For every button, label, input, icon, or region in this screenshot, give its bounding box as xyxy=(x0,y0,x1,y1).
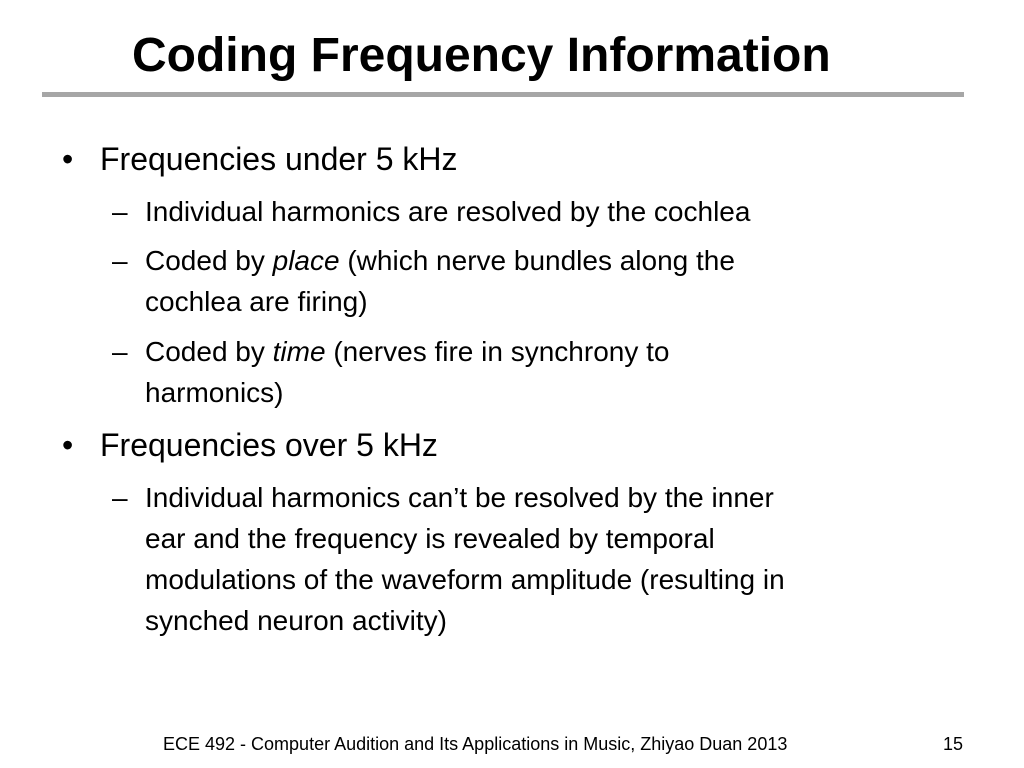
page-number: 15 xyxy=(943,734,964,754)
subitem-1-1 xyxy=(112,191,945,232)
dash-marker: – xyxy=(112,245,128,276)
subitem-emphasis: place xyxy=(272,245,340,276)
subitem-line xyxy=(145,240,945,281)
bullet-text: Frequencies over 5 kHz xyxy=(100,427,438,463)
subitem-text-pre: Coded by xyxy=(145,336,273,367)
dash-marker: – xyxy=(112,336,128,367)
slide-title: Coding Frequency Information xyxy=(132,29,831,82)
subitem-text-continued: harmonics) xyxy=(145,377,284,408)
title-divider xyxy=(42,92,964,97)
subitem-text-continued: cochlea are firing) xyxy=(145,286,368,317)
subitem-text-pre: Coded by xyxy=(145,245,273,276)
bullet-marker: • xyxy=(62,141,74,177)
subitem-2-1 xyxy=(112,477,945,641)
subitem-1-2 xyxy=(112,240,945,322)
bullet-item-1 xyxy=(62,139,458,179)
bullet-text: Frequencies under 5 kHz xyxy=(100,141,458,177)
subitem-text: Individual harmonics can’t be resolved by the inner xyxy=(145,482,774,513)
subitem-line xyxy=(145,331,945,372)
dash-marker: – xyxy=(112,482,128,513)
subitem-emphasis: time xyxy=(272,336,326,367)
dash-marker: – xyxy=(112,196,128,227)
subitem-text-post: (nerves fire in synchrony to xyxy=(325,336,670,367)
subitem-text: synched neuron activity) xyxy=(145,605,447,636)
subitem-text-post: (which nerve bundles along the xyxy=(339,245,735,276)
bullet-item-2 xyxy=(62,425,438,465)
bullet-marker: • xyxy=(62,427,74,463)
subitem-text: Individual harmonics are resolved by the cochlea xyxy=(145,196,751,227)
slide-footer: ECE 492 - Computer Audition and Its Applications in Music, Zhiyao Duan 2013 xyxy=(163,734,788,754)
subitem-text: modulations of the waveform amplitude (resulting in xyxy=(145,564,785,595)
subitem-1-3 xyxy=(112,331,945,413)
subitem-text: ear and the frequency is revealed by temporal xyxy=(145,523,715,554)
